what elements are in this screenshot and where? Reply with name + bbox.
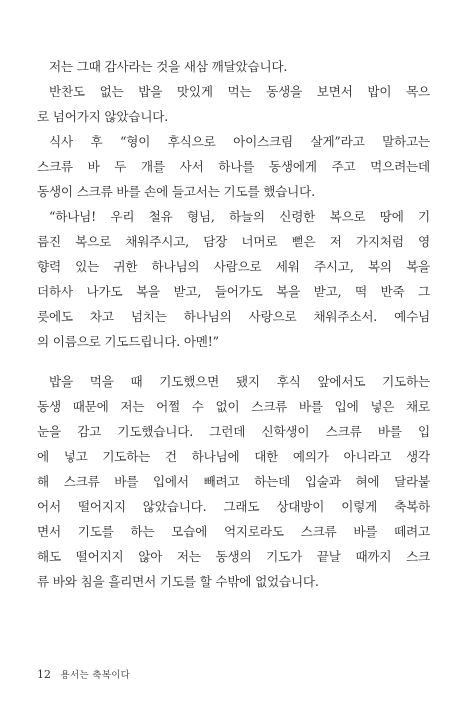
text-line: 저는 그때 감사라는 것을 새삼 깨달았습니다. bbox=[49, 59, 288, 74]
text-line: 반찬도 없는 밥을 맛있게 먹는 동생을 보면서 밥이 목으 bbox=[49, 84, 430, 99]
text-line: 릇에도 차고 넘치는 하나님의 사랑으로 채워주소서. 예수님 bbox=[37, 309, 430, 324]
text-line: 어서 떨어지지 않았습니다. 그래도 상대방이 이렇게 축복하 bbox=[37, 499, 430, 514]
text-line: 밥을 먹을 때 기도했으면 됐지 후식 앞에서도 기도하는 bbox=[49, 374, 430, 389]
text-line: 향력 있는 귀한 하나님의 사람으로 세워 주시고, 복의 복을 bbox=[37, 259, 430, 274]
text-line: 식사 후 “형이 후식으로 아이스크림 살게”라고 말하고는 bbox=[49, 134, 430, 149]
text-line: 류 바와 침을 흘리면서 기도를 할 수밖에 없었습니다. bbox=[37, 574, 319, 589]
text-line: 의 이름으로 기도드립니다. 아멘!” bbox=[37, 334, 219, 349]
running-title: 용서는 축복이다 bbox=[60, 670, 131, 681]
body-text-section-1 bbox=[37, 54, 430, 354]
text-line: 름진 복으로 채워주시고, 담장 너머로 뻗은 저 가지처럼 영 bbox=[37, 234, 430, 249]
text-line: 해도 떨어지지 않아 저는 동생의 기도가 끝날 때까지 스크 bbox=[37, 549, 430, 564]
text-line: 로 넘어가지 않았습니다. bbox=[37, 109, 169, 124]
text-line: 면서 기도를 하는 모습에 억지로라도 스크류 바를 떼려고 bbox=[37, 524, 430, 539]
text-line: 에 넣고 기도하는 건 하나님에 대한 예의가 아니라고 생각 bbox=[37, 449, 430, 464]
page-footer bbox=[37, 667, 130, 681]
text-line: 해 스크류 바를 입에서 빼려고 하는데 입술과 혀에 달라붙 bbox=[37, 474, 430, 489]
text-line: 동생이 스크류 바를 손에 들고서는 기도를 했습니다. bbox=[37, 184, 315, 199]
body-text-section-2 bbox=[37, 369, 430, 594]
text-line: 동생 때문에 저는 어쩔 수 없이 스크류 바를 입에 넣은 채로 bbox=[37, 399, 430, 414]
page-number: 12 bbox=[37, 668, 51, 681]
text-line: 더하사 나가도 복을 받고, 들어가도 복을 받고, 떡 반죽 그 bbox=[37, 284, 430, 299]
text-line: “하나님! 우리 철유 형님, 하늘의 신령한 복으로 땅에 기 bbox=[49, 209, 430, 224]
text-line: 눈을 감고 기도했습니다. 그런데 신학생이 스크류 바를 입 bbox=[37, 424, 430, 439]
text-line: 스크류 바 두 개를 사서 하나를 동생에게 주고 먹으려는데 bbox=[37, 159, 430, 174]
